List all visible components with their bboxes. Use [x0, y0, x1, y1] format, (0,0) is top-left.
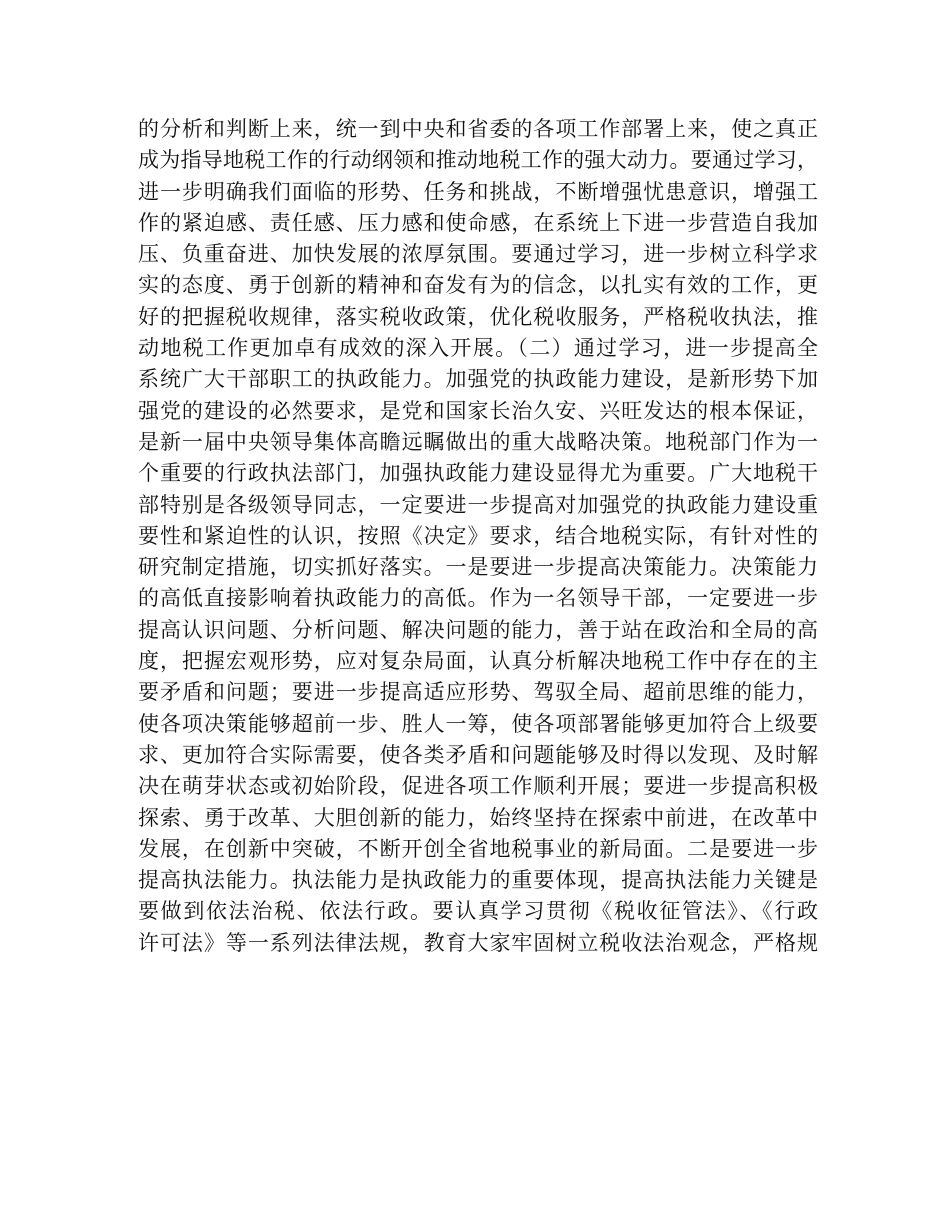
text-line: 使各项决策能够超前一步、胜人一筹，使各项部署能够更加符合上级要 [138, 711, 818, 736]
text-line: 决在萌芽状态或初始阶段，促进各项工作顺利开展；要进一步提高积极 [138, 774, 818, 799]
text-line: 部特别是各级领导同志，一定要进一步提高对加强党的执政能力建设重 [138, 492, 818, 517]
text-line: 强党的建设的必然要求，是党和国家长治久安、兴旺发达的根本保证， [138, 398, 818, 423]
text-line: 的分析和判断上来，统一到中央和省委的各项工作部署上来，使之真正 [138, 117, 818, 141]
text-line: 发展，在创新中突破，不断开创全省地税事业的新局面。二是要进一步 [138, 836, 818, 861]
text-line: 压、负重奋进、加快发展的浓厚氛围。要通过学习，进一步树立科学求 [138, 242, 818, 267]
text-line: 个重要的行政执法部门，加强执政能力建设显得尤为重要。广大地税干 [138, 461, 818, 486]
text-line: 作的紧迫感、责任感、压力感和使命感，在系统上下进一步营造自我加 [138, 210, 818, 235]
text-line: 要做到依法治税、依法行政。要认真学习贯彻《税收征管法》、《行政 [138, 899, 818, 924]
text-line: 许可法》等一系列法律法规，教育大家牢固树立税收法治观念，严格规 [138, 930, 818, 955]
text-line: 成为指导地税工作的行动纲领和推动地税工作的强大动力。要通过学习， [138, 148, 818, 173]
text-line: 度，把握宏观形势，应对复杂局面，认真分析解决地税工作中存在的主 [138, 649, 818, 674]
text-line: 的高低直接影响着执政能力的高低。作为一名领导干部，一定要进一步 [138, 586, 818, 611]
text-line: 动地税工作更加卓有成效的深入开展。（二）通过学习，进一步提高全 [138, 336, 818, 361]
text-line: 要矛盾和问题；要进一步提高适应形势、驾驭全局、超前思维的能力， [138, 680, 818, 705]
text-line: 好的把握税收规律，落实税收政策，优化税收服务，严格税收执法，推 [138, 304, 818, 329]
text-line: 进一步明确我们面临的形势、任务和挑战，不断增强忧患意识，增强工 [138, 179, 818, 204]
text-line: 探索、勇于改革、大胆创新的能力，始终坚持在探索中前进，在改革中 [138, 805, 818, 830]
text-line: 研究制定措施，切实抓好落实。一是要进一步提高决策能力。决策能力 [138, 555, 818, 580]
text-line: 是新一届中央领导集体高瞻远瞩做出的重大战略决策。地税部门作为一 [138, 429, 818, 454]
text-line: 系统广大干部职工的执政能力。加强党的执政能力建设，是新形势下加 [138, 367, 818, 392]
text-line: 要性和紧迫性的认识，按照《决定》要求，结合地税实际，有针对性的 [138, 523, 818, 548]
text-line: 求、更加符合实际需要，使各类矛盾和问题能够及时得以发现、及时解 [138, 742, 818, 767]
text-line: 提高认识问题、分析问题、解决问题的能力，善于站在政治和全局的高 [138, 617, 818, 642]
body-text [138, 114, 818, 959]
text-line: 实的态度、勇于创新的精神和奋发有为的信念，以扎实有效的工作，更 [138, 273, 818, 298]
text-line: 提高执法能力。执法能力是执政能力的重要体现，提高执法能力关键是 [138, 868, 818, 893]
